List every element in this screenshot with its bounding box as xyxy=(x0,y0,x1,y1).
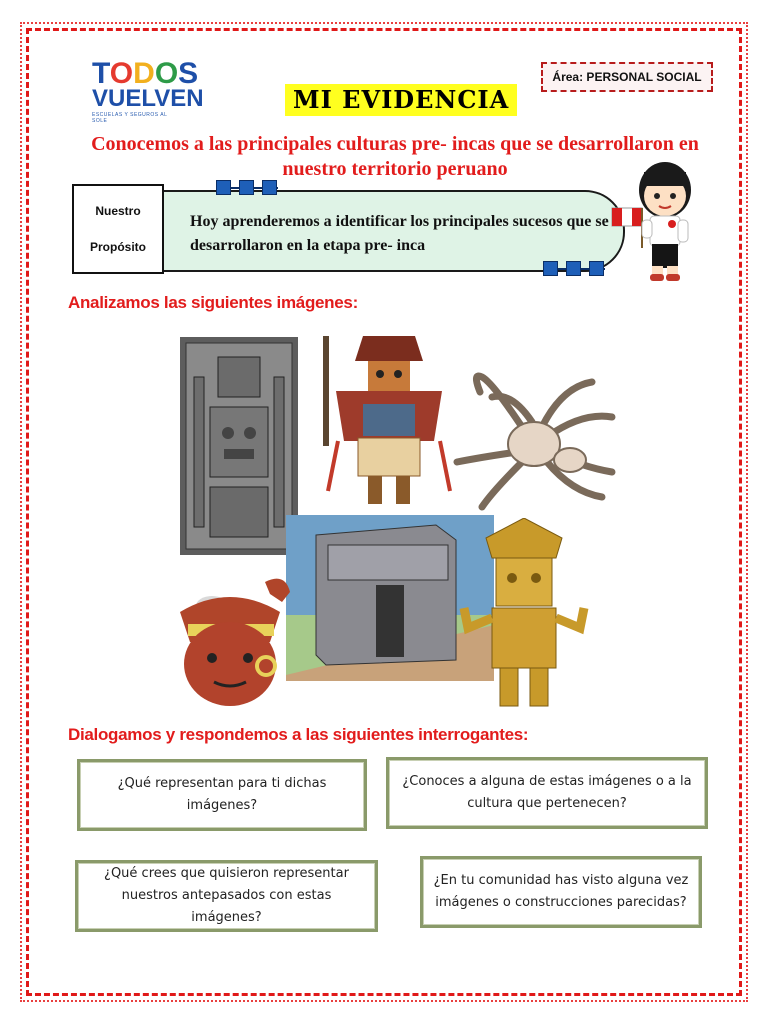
section-heading-images: Analizamos las siguientes imágenes: xyxy=(68,293,358,312)
decor-square xyxy=(543,261,558,276)
nazca-spider-image xyxy=(452,372,618,512)
gold-idol-image xyxy=(456,518,592,714)
decor-square xyxy=(566,261,581,276)
question-box-3 xyxy=(75,860,378,932)
lesson-subtitle: Conocemos a las principales culturas pre- incas que se desarrollaron en nuestro territorio peruano xyxy=(91,133,699,180)
stone-stela-image xyxy=(180,337,298,555)
purpose-text: Hoy aprenderemos a identificar los principales sucesos que se desarrollaron en la etapa pre- inca xyxy=(190,213,609,254)
logo-line2: VUELVEN xyxy=(92,85,204,112)
question-text: ¿Qué representan para ti dichas imágenes? xyxy=(117,776,327,813)
decor-square xyxy=(589,261,604,276)
purpose-label-box xyxy=(72,184,164,274)
question-box-1 xyxy=(77,759,367,831)
area-badge: Área: PERSONAL SOCIAL xyxy=(541,62,713,92)
page-title: MI EVIDENCIA xyxy=(285,84,517,116)
todos-vuelven-logo xyxy=(92,57,204,124)
moche-warrior-image xyxy=(318,326,460,508)
purpose-label-line2: Propósito xyxy=(90,240,146,254)
logo-tagline: ESCUELAS Y SEGUROS AL SOLE xyxy=(92,112,168,124)
ceramic-head-image xyxy=(170,572,296,710)
student-boy-illustration xyxy=(610,158,700,284)
question-box-2 xyxy=(386,757,708,829)
section-heading-questions: Dialogamos y respondemos a las siguientes interrogantes: xyxy=(68,725,529,744)
question-text: ¿Conoces a alguna de estas imágenes o a la cultura que pertenecen? xyxy=(402,774,692,811)
decor-square xyxy=(239,180,254,195)
purpose-label-line1: Nuestro xyxy=(95,204,141,218)
decor-square xyxy=(216,180,231,195)
question-text: ¿En tu comunidad has visto alguna vez imágenes o construcciones parecidas? xyxy=(433,873,689,910)
decor-square xyxy=(262,180,277,195)
logo-line1: TODOS xyxy=(92,57,199,90)
question-text: ¿Qué crees que quisieron representar nuestros antepasados con estas imágenes? xyxy=(104,866,349,925)
question-box-4 xyxy=(420,856,702,928)
